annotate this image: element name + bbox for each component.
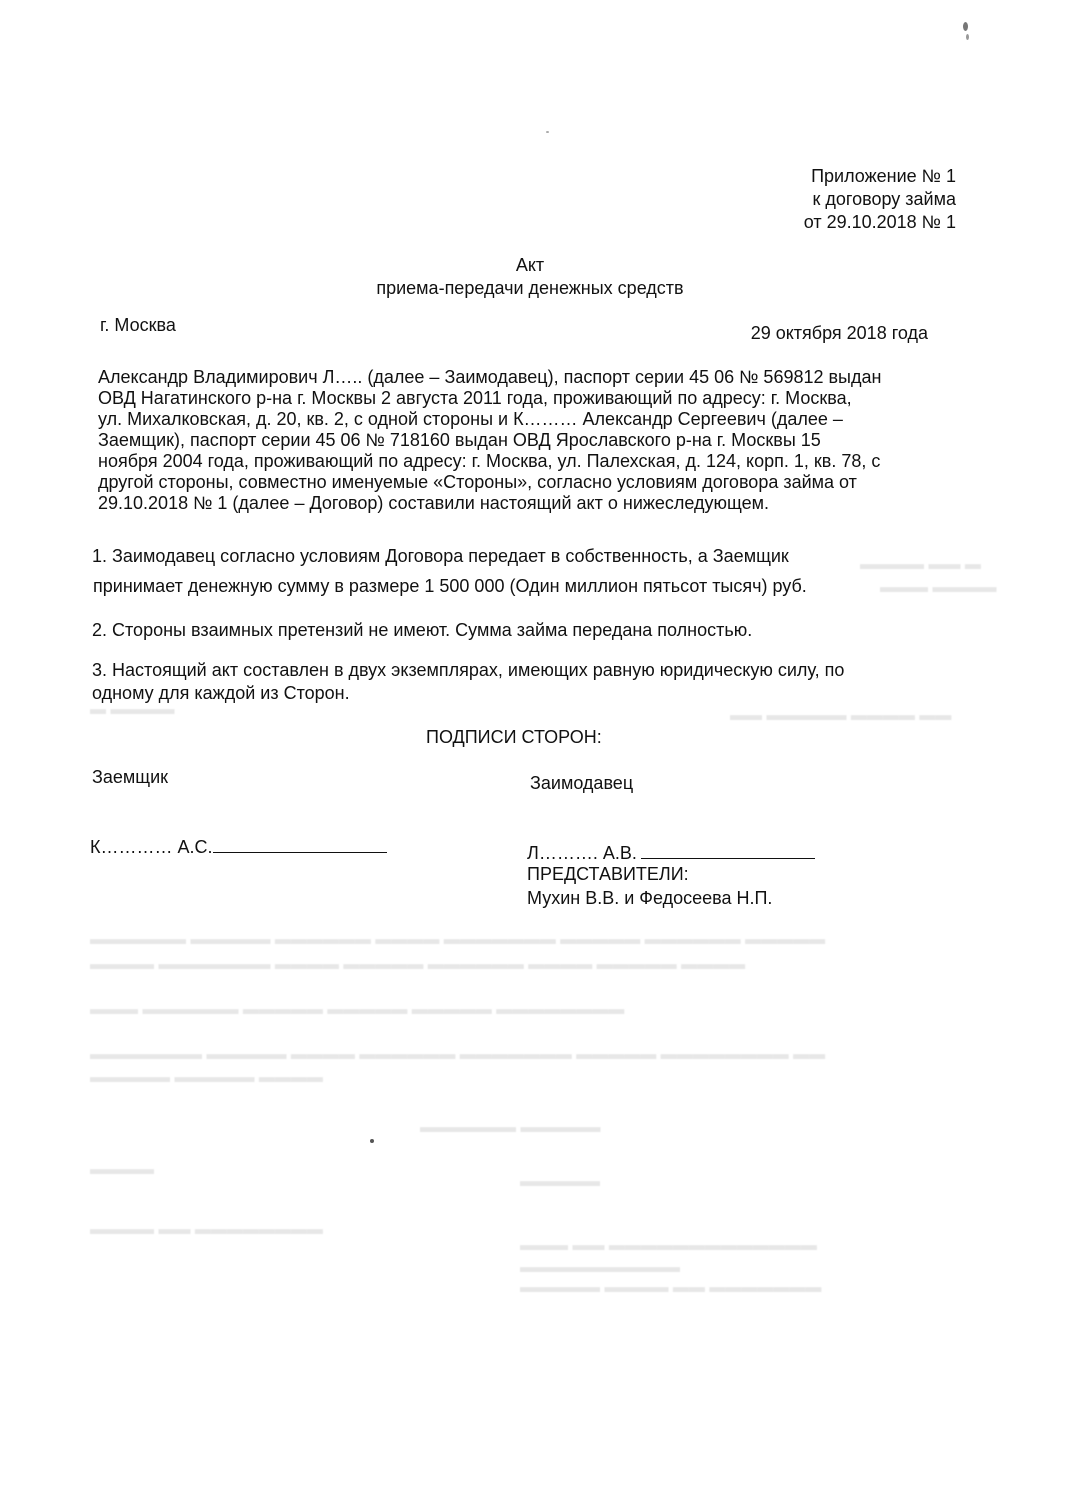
preamble-paragraph bbox=[98, 367, 881, 514]
appendix-contract: к договору займа bbox=[812, 189, 956, 209]
preamble-line: ОВД Нагатинского р-на г. Москвы 2 августа 2011 года, проживающий по адресу: г. Москва, bbox=[98, 388, 852, 408]
preamble-line: Александр Владимирович Л….. (далее – Заимодавец), паспорт серии 45 06 № 569812 выдан bbox=[98, 367, 882, 387]
preamble-line: ноября 2004 года, проживающий по адресу: г. Москва, ул. Палехская, д. 124, корп. 1, кв. 78, с bbox=[98, 451, 881, 471]
bleed-through-text: ▬▬▬▬▬▬ ▬▬▬▬▬ bbox=[420, 1119, 601, 1136]
document-date: 29 октября 2018 года bbox=[750, 323, 928, 343]
scan-speck bbox=[966, 34, 969, 40]
bleed-through-text: ▬▬▬▬ ▬▬ ▬ bbox=[860, 556, 981, 573]
bleed-through-text: ▬ ▬▬▬▬ bbox=[90, 701, 175, 718]
lender-label: Заимодавец bbox=[530, 773, 634, 793]
clause-3-line-2: одному для каждой из Сторон. bbox=[92, 683, 350, 703]
city: г. Москва bbox=[100, 315, 176, 335]
bleed-through-text: ▬▬▬▬▬▬▬ ▬▬▬▬▬ ▬▬▬▬ ▬▬▬▬▬▬ ▬▬▬▬▬▬▬ ▬▬▬▬▬ ▬▬▬▬▬▬▬▬ ▬▬ bbox=[90, 1046, 826, 1063]
preamble-line: Заемщик), паспорт серии 45 06 № 718160 выдан ОВД Ярославского р-на г. Москвы 15 bbox=[98, 430, 821, 450]
scan-speck bbox=[546, 131, 549, 133]
document-title: Акт bbox=[515, 255, 545, 275]
representatives-label: ПРЕДСТАВИТЕЛИ: bbox=[527, 864, 689, 884]
scan-speck bbox=[963, 22, 968, 31]
borrower-label: Заемщик bbox=[92, 767, 169, 787]
bleed-through-text: ▬▬▬▬▬ bbox=[520, 1173, 600, 1190]
bleed-through-text: ▬▬▬ ▬▬▬▬ bbox=[880, 579, 997, 596]
bleed-through-text: ▬▬ ▬▬▬▬▬ ▬▬▬▬ ▬▬ bbox=[730, 707, 952, 724]
preamble-line: 29.10.2018 № 1 (далее – Договор) составили настоящий акт о нижеследующем. bbox=[98, 493, 770, 513]
bleed-through-text: ▬▬▬▬ ▬▬▬▬▬▬▬ ▬▬▬▬ ▬▬▬▬▬ ▬▬▬▬▬▬ ▬▬▬▬ ▬▬▬▬▬ ▬▬▬▬ bbox=[90, 956, 746, 973]
bleed-through-text: ▬▬▬▬ bbox=[90, 1161, 154, 1178]
borrower-name: К………… А.С. bbox=[90, 837, 213, 857]
appendix-number: Приложение № 1 bbox=[811, 166, 956, 186]
bleed-through-text: ▬▬▬ ▬▬ ▬▬▬▬▬▬▬▬▬▬▬▬▬ bbox=[520, 1237, 817, 1254]
bleed-through-text: ▬▬▬▬▬▬ ▬▬▬▬▬ ▬▬▬▬▬▬ ▬▬▬▬ ▬▬▬▬▬▬▬ ▬▬▬▬▬ ▬▬▬▬▬▬ ▬▬▬▬▬ bbox=[90, 931, 826, 948]
clause-3-line-1: 3. Настоящий акт составлен в двух экземплярах, имеющих равную юридическую силу, по bbox=[92, 660, 845, 680]
bleed-through-text: ▬▬▬▬ ▬▬ ▬▬▬▬▬▬▬▬ bbox=[90, 1221, 323, 1238]
borrower-signature bbox=[90, 837, 387, 858]
clause-2: 2. Стороны взаимных претензий не имеют. Сумма займа передана полностью. bbox=[92, 620, 753, 640]
representatives-names: Мухин В.В. и Федосеева Н.П. bbox=[527, 888, 773, 908]
preamble-line: другой стороны, совместно именуемые «Стороны», согласно условиям договора займа от bbox=[98, 472, 857, 492]
borrower-signature-line bbox=[213, 852, 387, 853]
appendix-contract-date: от 29.10.2018 № 1 bbox=[803, 212, 956, 232]
signatures-heading: ПОДПИСИ СТОРОН: bbox=[426, 727, 602, 747]
document-subtitle: приема-передачи денежных средств bbox=[376, 278, 684, 298]
scan-speck bbox=[370, 1139, 374, 1143]
bleed-through-text: ▬▬▬▬▬ ▬▬▬▬▬ ▬▬▬▬ bbox=[90, 1069, 323, 1086]
bleed-through-text: ▬▬▬▬▬▬▬▬▬▬ bbox=[520, 1259, 680, 1276]
lender-name: Л………. А.В. bbox=[527, 843, 637, 863]
bleed-through-text: ▬▬▬ ▬▬▬▬▬▬ ▬▬▬▬▬ ▬▬▬▬▬ ▬▬▬▬▬ ▬▬▬▬▬▬▬▬ bbox=[90, 1001, 625, 1018]
lender-signature bbox=[527, 843, 815, 864]
clause-1-line-1: 1. Заимодавец согласно условиям Договора передает в собственность, а Заемщик bbox=[92, 546, 789, 566]
clause-1-line-2: принимает денежную сумму в размере 1 500 000 (Один миллион пятьсот тысяч) руб. bbox=[93, 576, 807, 596]
bleed-through-text: ▬▬▬▬▬ ▬▬▬▬ ▬▬ ▬▬▬▬▬▬▬ bbox=[520, 1279, 822, 1296]
lender-signature-line bbox=[641, 858, 815, 859]
preamble-line: ул. Михалковская, д. 20, кв. 2, с одной стороны и К……… Александр Сергеевич (далее – bbox=[98, 409, 843, 429]
